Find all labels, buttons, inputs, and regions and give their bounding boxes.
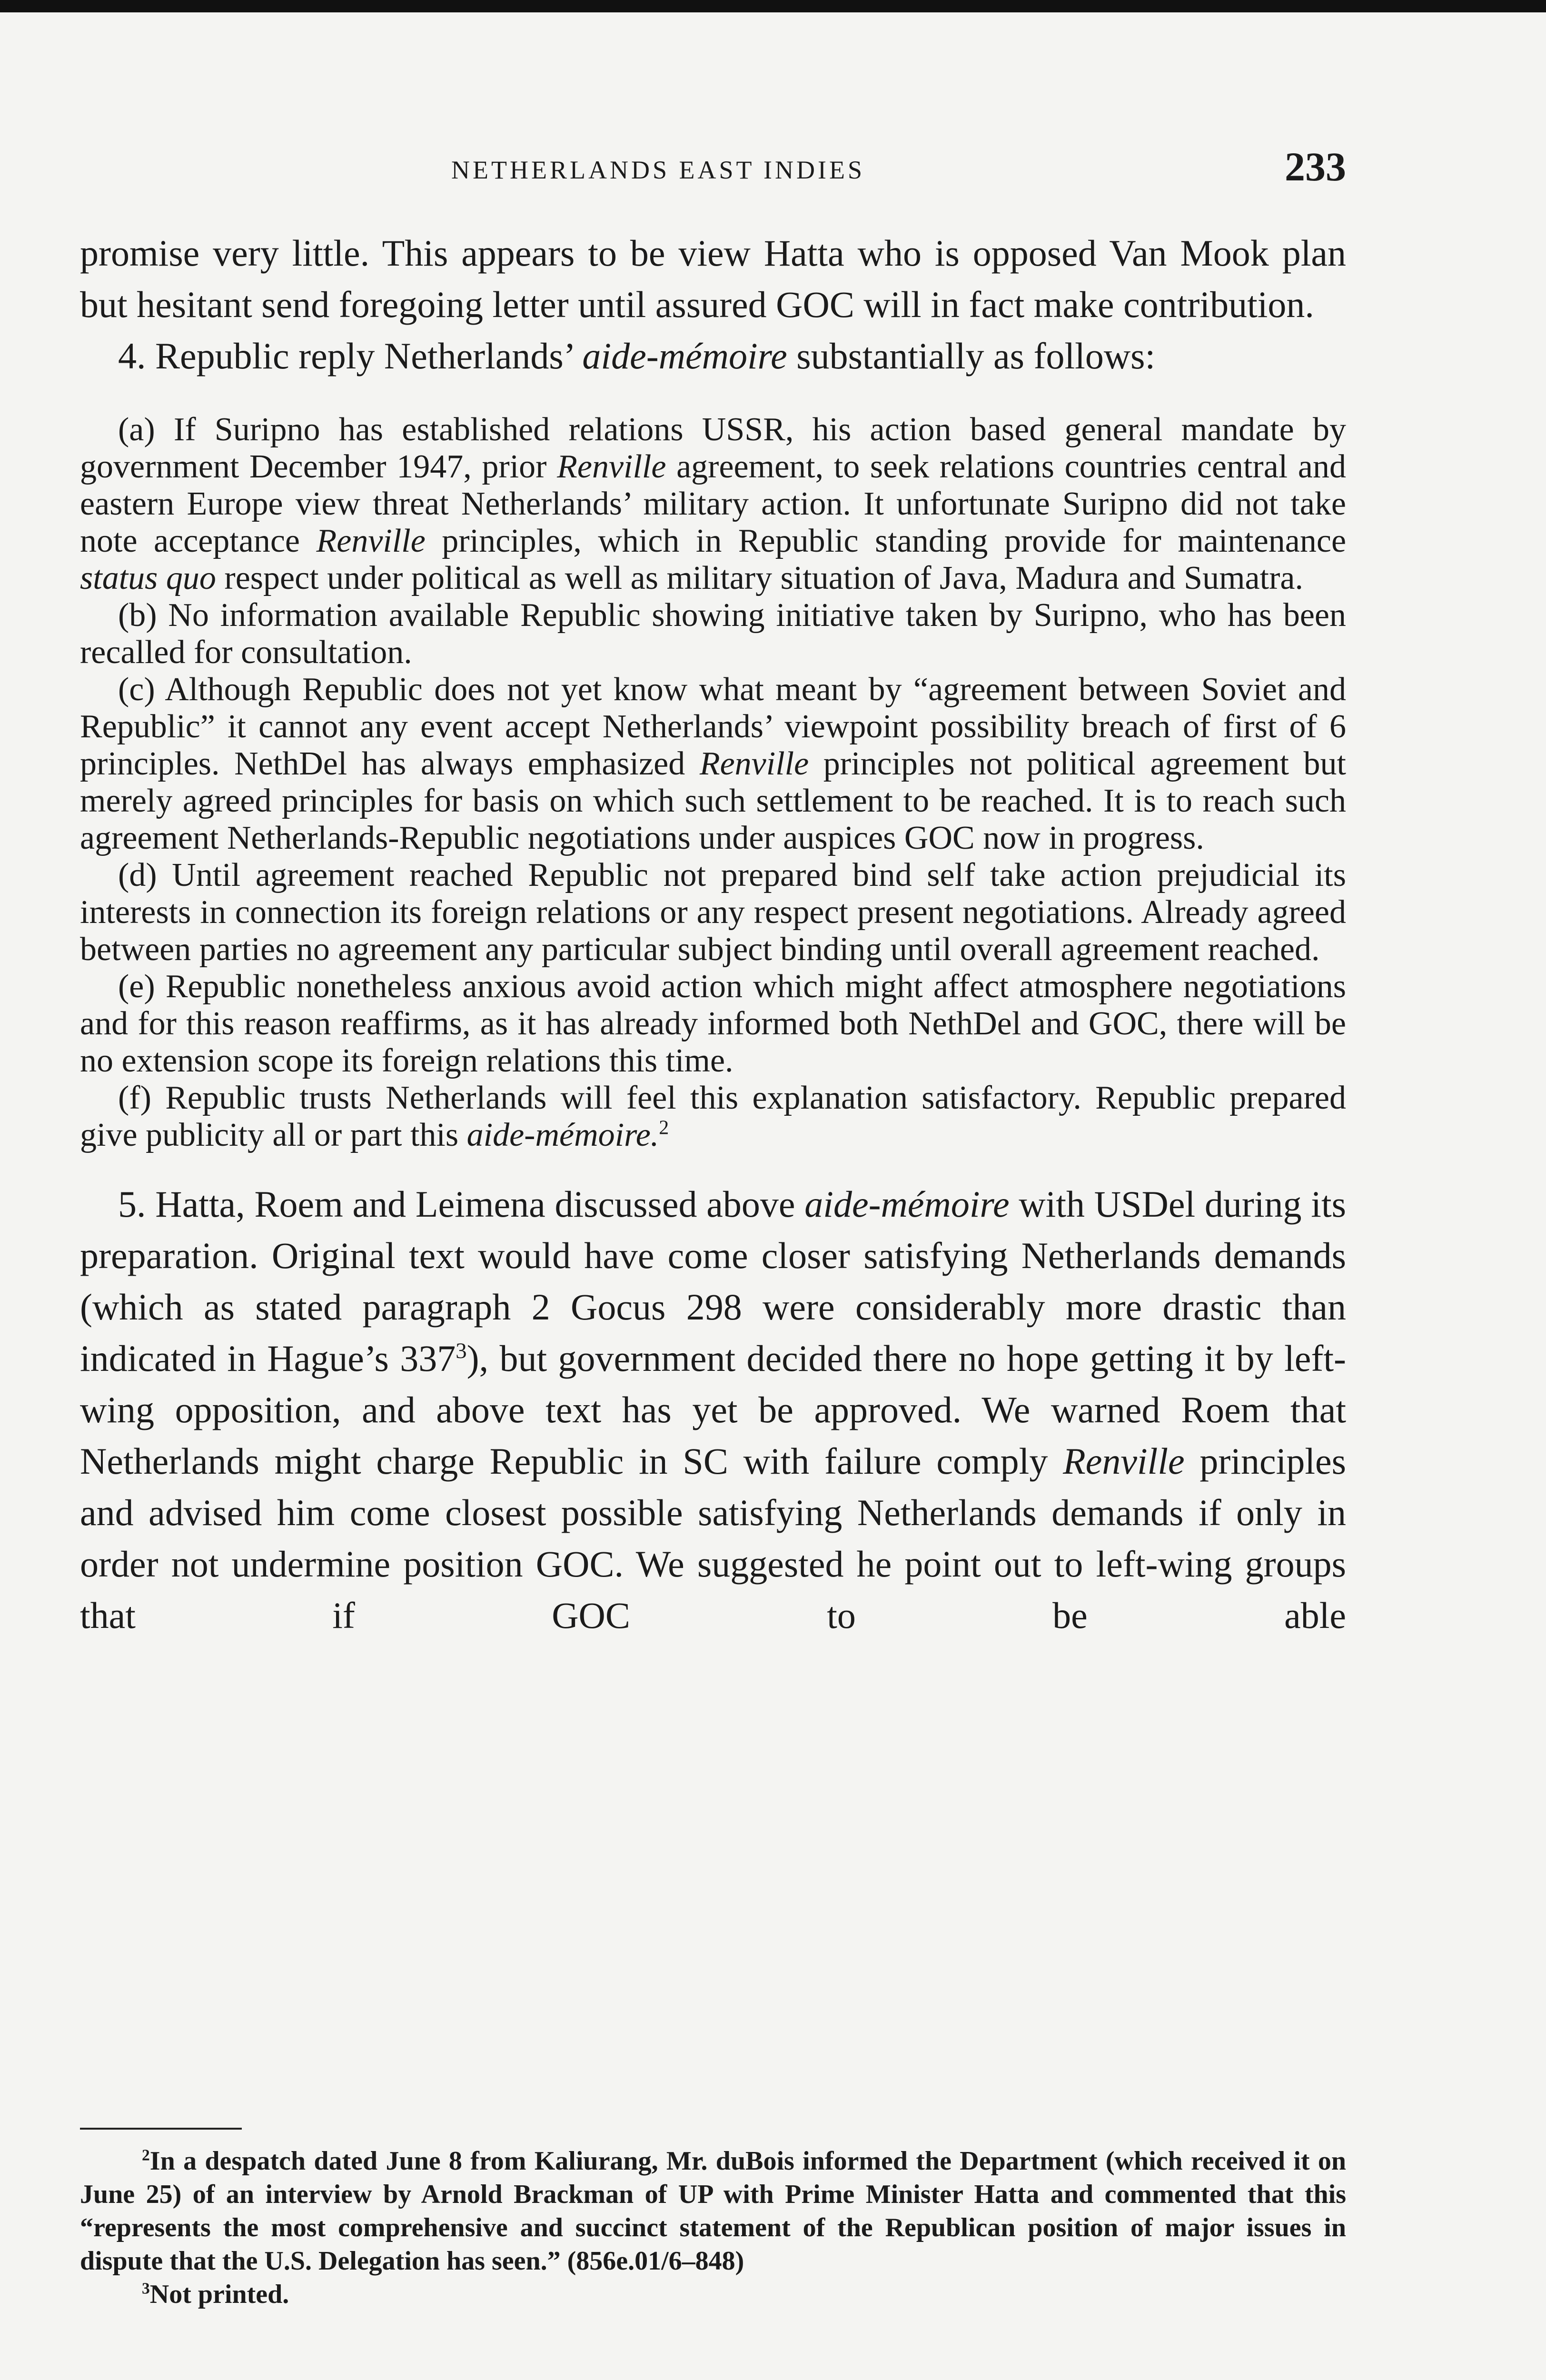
e-text: (e) Republic nonetheless anxious avoid action which might affect atmosphere negotiations and for this reason reaffirms, as it has already informed both NethDel and GOC, there will be no extension scope its foreign relations this time. [80, 968, 1346, 1079]
subparagraph-b [80, 597, 1346, 671]
footnote-ref-2[interactable]: 2 [659, 1117, 669, 1139]
paragraph-5 [80, 1179, 1346, 1641]
p4-text-a: 4. Republic reply Netherlands’ [118, 335, 583, 377]
footnote-divider [80, 2128, 242, 2130]
p4-aide-memoire: aide-mémoire [582, 335, 787, 377]
p5-renville: Renville [1063, 1440, 1185, 1482]
subparagraph-d [80, 857, 1346, 968]
p5-text-1: 5. Hatta, Roem and Leimena discussed above [118, 1183, 805, 1225]
spacer [80, 1154, 1346, 1179]
page-number: 233 [1285, 144, 1346, 189]
p5-text-3: ), but government decided there no hope getting it by left-wing opposition, and above text has yet be approved. We warned Roem that Netherlands might charge Republic in SC with failure comply [80, 1338, 1347, 1482]
footnote-2 [80, 2144, 1346, 2278]
c-text-1: (c) Although Republic does not yet know what meant by “agreement between Soviet and Republic” it cannot any event accept Netherlands’ viewpoint possibility breach of first of 6 principles. NethDel has always emphasized [80, 671, 1346, 782]
subparagraph-e [80, 968, 1346, 1080]
f-aide-memoire: aide-mémoire. [466, 1117, 659, 1153]
subparagraph-a [80, 411, 1346, 597]
a-status-quo: status quo [80, 560, 216, 596]
p5-aide-memoire: aide-mémoire [804, 1183, 1010, 1225]
p5-text-2: with USDel during its preparation. Original text would have come closer satisfying Netherlands demands (which as stated paragraph 2 Gocus 298 were considerably more drastic than indicated in Hague’s 337 [80, 1183, 1346, 1379]
c-renville: Renville [699, 745, 809, 782]
footnote-3-text: Not printed. [149, 2280, 289, 2309]
a-text-2: agreement, to seek relations countries central and eastern Europe view threat Netherlands’ military action. It unfortunate Suripno did not take note acceptance [80, 448, 1346, 559]
paragraph-4 [80, 330, 1346, 382]
f-text: (f) Republic trusts Netherlands will feel this explanation satisfactory. Republic prepared give publicity all or part this [80, 1080, 1346, 1153]
spacer [80, 382, 1346, 411]
d-text: (d) Until agreement reached Republic not prepared bind self take action prejudicial its interests in connection its foreign relations or any respect present negotiations. Already agreed between parties no agreement any particular subject binding until overall agreement reached. [80, 857, 1346, 968]
footnote-ref-3[interactable]: 3 [456, 1339, 467, 1363]
a-text-1: (a) If Suripno has established relations USSR, his action based general mandate by government December 1947, prior [80, 411, 1346, 485]
footnote-3-number: 3 [142, 2280, 150, 2298]
p4-text-b: substantially as follows: [787, 335, 1156, 377]
a-text-3: principles, which in Republic standing provide for maintenance [425, 523, 1347, 559]
top-border [0, 0, 1546, 12]
footnotes [80, 2144, 1346, 2311]
a-renville-1: Renville [557, 448, 666, 485]
paragraph-intro [80, 228, 1346, 330]
running-title: NETHERLANDS EAST INDIES [451, 156, 865, 184]
subparagraph-c [80, 671, 1346, 857]
a-renville-2: Renville [316, 523, 426, 559]
footnote-3 [80, 2278, 1346, 2311]
b-text: (b) No information available Republic showing initiative taken by Suripno, who has been recalled for consultation. [80, 597, 1346, 671]
intro-text: promise very little. This appears to be view Hatta who is opposed Van Mook plan but hesitant send foregoing letter until assured GOC will in fact make contribution. [80, 232, 1346, 325]
body-text [80, 228, 1346, 1641]
footnote-2-text: In a despatch dated June 8 from Kaliurang, Mr. duBois informed the Department (which received it on June 25) of an interview by Arnold Brackman of UP with Prime Minister Hatta and commented that this “represents the most comprehensive and succinct statement of the Republican position of major issues in dispute that the U.S. Delegation has seen.” (856e.01/6–848) [80, 2146, 1346, 2276]
subparagraph-f [80, 1080, 1346, 1154]
c-text-2: principles not political agreement but merely agreed principles for basis on which such settlement to be reached. It is to reach such agreement Netherlands-Republic negotiations under auspices GOC now in progress. [80, 745, 1347, 856]
footnote-2-number: 2 [142, 2146, 150, 2164]
p5-text-4: principles and advised him come closest possible satisfying Netherlands demands if only in order not undermine position GOC. We suggested he point out to left-wing groups that if GOC to be able [80, 1440, 1346, 1636]
running-header [80, 143, 1346, 200]
a-text-4: respect under political as well as military situation of Java, Madura and Sumatra. [216, 560, 1303, 596]
